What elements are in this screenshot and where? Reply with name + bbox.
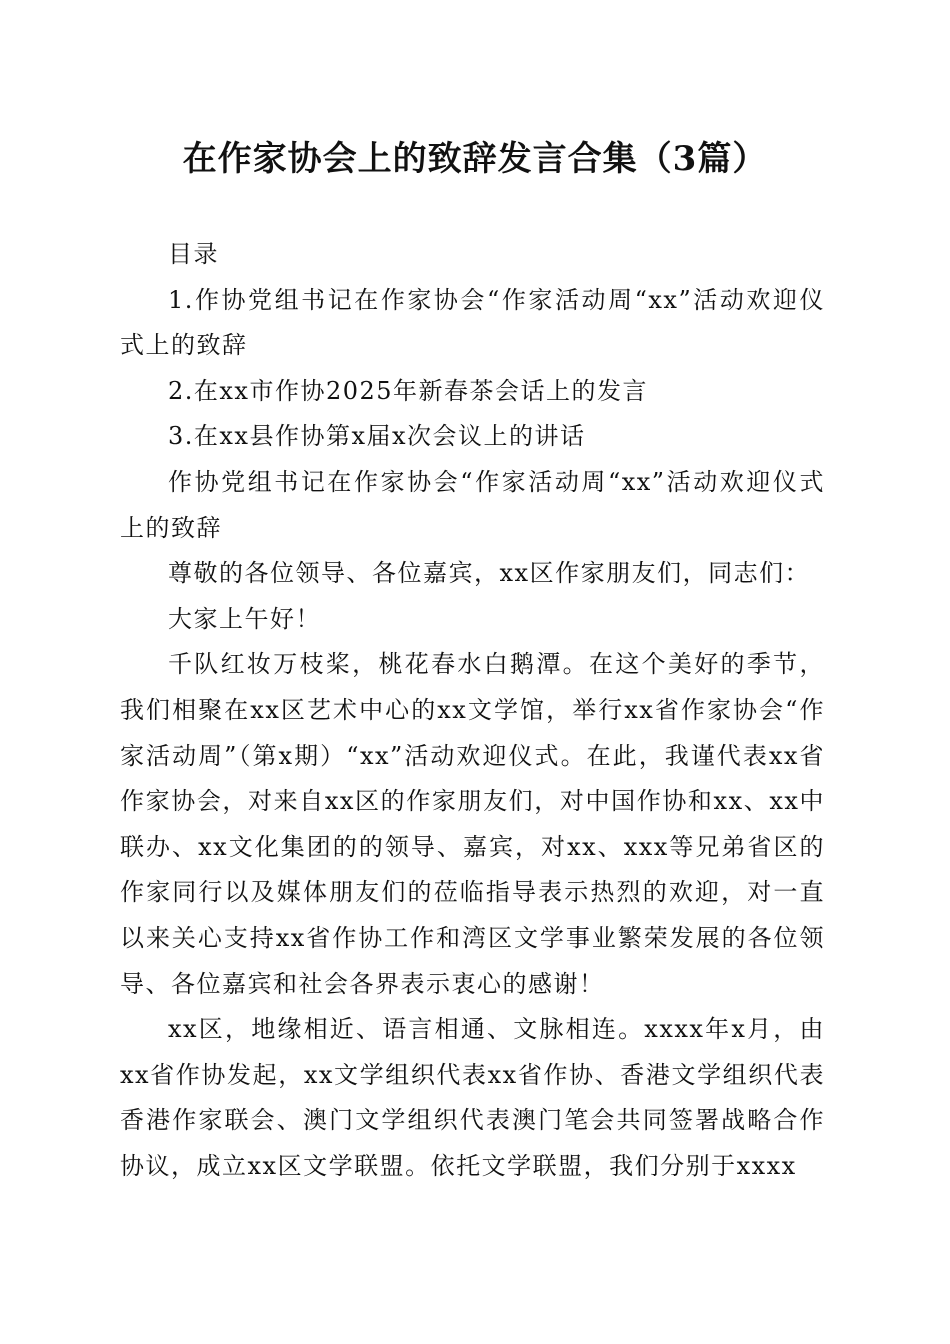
document-title: 在作家协会上的致辞发言合集（3篇） (182, 139, 768, 179)
toc-item: 3.在xx县作协第x届x次会议上的讲话 (168, 422, 586, 451)
toc-heading: 目录 (168, 240, 219, 268)
greeting: 大家上午好！ (168, 604, 321, 633)
toc-item: 1.作协党组书记在作家协会“作家活动周“xx”活动欢迎仪式上的致辞 (120, 285, 825, 360)
salutation: 尊敬的各位领导、各位嘉宾，xx区作家朋友们，同志们： (168, 559, 811, 588)
body-paragraph: 千队红妆万枝桨，桃花春水白鹅潭。在这个美好的季节，我们相聚在xx区艺术中心的xx文学馆，举行xx省作家协会“作家活动周”（第x期）“xx”活动欢迎仪式。在此，我谨代表xx省作家协会，对来自xx区的作家朋友们，对中国作协和xx、xx中联办、xx文化集团的的领导、嘉宾，对xx、xxx等兄弟省区的作家同行以及媒体朋友们的莅临指导表示热烈的欢迎，对一直以来关心支持xx省作协工作和湾区文学事业繁荣发展的各位领导、各位嘉宾和社会各界表示衷心的感谢！ (120, 650, 825, 998)
speech-title: 作协党组书记在作家协会“作家活动周“xx”活动欢迎仪式上的致辞 (120, 467, 825, 542)
document-body (120, 232, 825, 1189)
toc-item: 2.在xx市作协2025年新春茶会话上的发言 (168, 376, 649, 405)
body-paragraph: xx区，地缘相近、语言相通、文脉相连。xxxx年x月，由xx省作协发起，xx文学组织代表xx省作协、香港文学组织代表香港作家联会、澳门文学组织代表澳门笔会共同签署战略合作协议，成立xx区文学联盟。依托文学联盟，我们分别于xxxx (120, 1015, 825, 1180)
